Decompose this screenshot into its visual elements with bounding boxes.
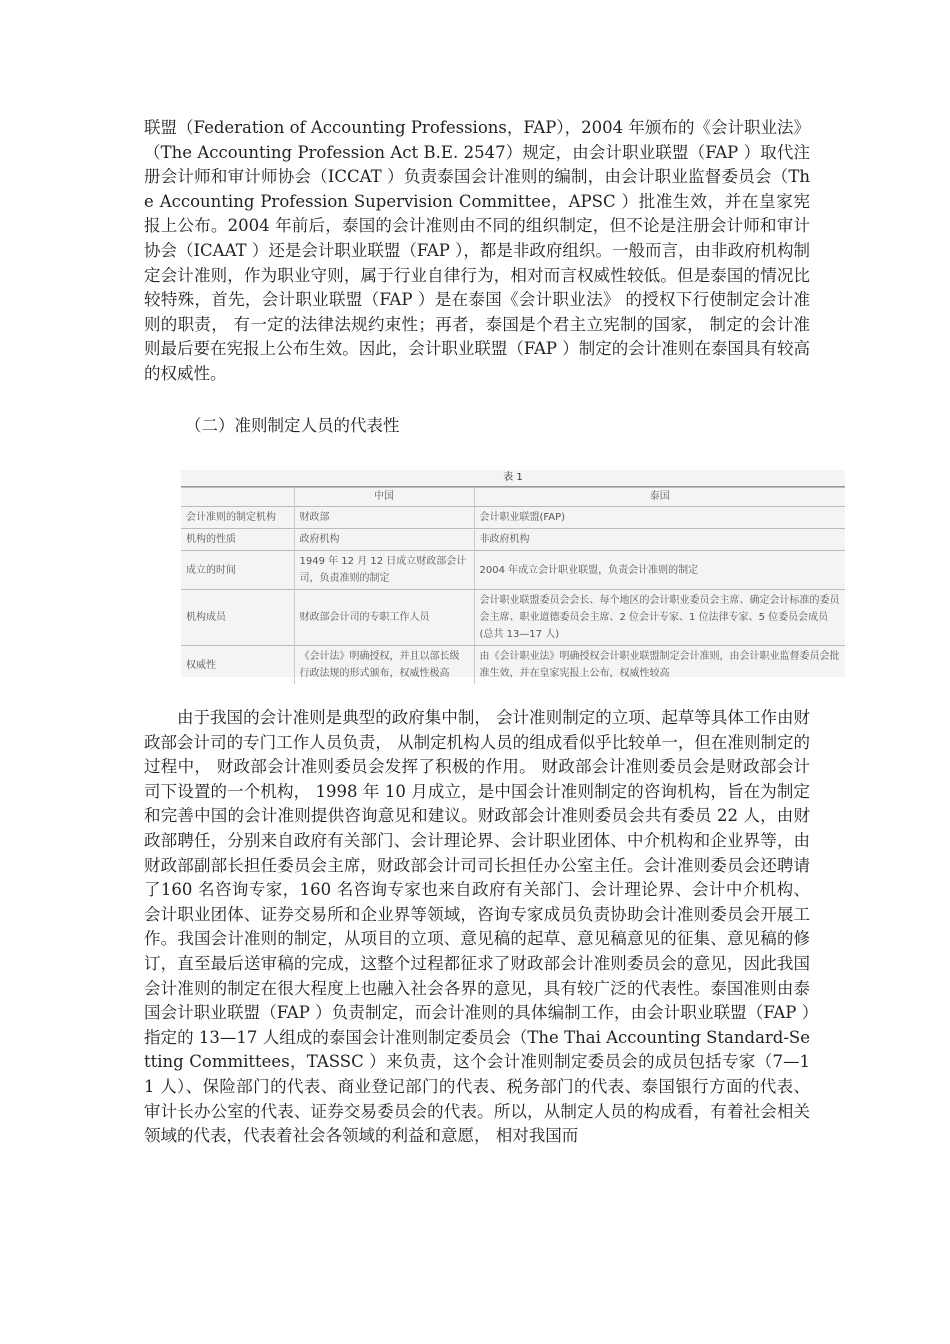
table-row	[181, 529, 845, 551]
thailand-cell: 会计职业联盟(FAP)	[474, 507, 845, 529]
thailand-cell: 由《会计职业法》明确授权会计职业联盟制定会计准则，由会计职业监督委员会批准生效，并在皇家宪报上公布，权威性较高	[474, 646, 845, 685]
row-label: 机构的性质	[181, 529, 294, 551]
thailand-cell: 2004 年成立会计职业联盟，负责会计准则的制定	[474, 551, 845, 590]
header-cell-thailand: 泰国	[474, 488, 845, 507]
china-cell: 政府机构	[294, 529, 474, 551]
row-label: 会计准则的制定机构	[181, 507, 294, 529]
thailand-cell: 会计职业联盟委员会会长、每个地区的会计职业委员会主席、确定会计标准的委员会主席、职业道德委员会主席、2 位会计专家、1 位法律专家、5 位委员会成员(总共 13—17 人)	[474, 590, 845, 646]
china-cell: 财政部会计司的专职工作人员	[294, 590, 474, 646]
table-row	[181, 507, 845, 529]
china-cell: 财政部	[294, 507, 474, 529]
paragraph-2: 由于我国的会计准则是典型的政府集中制， 会计准则制定的立项、起草等具体工作由财政部会计司的专门工作人员负责， 从制定机构人员的组成看似乎比较单一，但在准则制定的过程中， 财政部会计准则委员会发挥了积极的作用。 财政部会计准则委员会是财政部会计司下设置的一个机构， 1998 年 10 月成立，是中国会计准则制定的咨询机构，旨在为制定和完善中国的会计准则提供咨询意见和建议。财政部会计准则委员会共有委员 22 人，由财政部聘任，分别来自政府有关部门、会计理论界、会计职业团体、中介机构和企业界等，由财政部副部长担任委员会主席，财政部会计司司长担任办公室主任。会计准则委员会还聘请了160 名咨询专家，160 名咨询专家也来自政府有关部门、会计理论界、会计中介机构、会计职业团体、证券交易所和企业界等领域，咨询专家成员负责协助会计准则委员会开展工作。我国会计准则的制定，从项目的立项、意见稿的起草、意见稿意见的征集、意见稿的修订，直至最后送审稿的完成，这整个过程都征求了财政部会计准则委员会的意见，因此我国会计准则的制定在很大程度上也融入社会各界的意见，具有较广泛的代表性。泰国准则由泰国会计职业联盟（FAP ）负责制定，而会计准则的具体编制工作，由会计职业联盟（FAP ）指定的 13—17 人组成的泰国会计准则制定委员会（The Thai Accounting Standard-Setting Committees，TASSC ）来负责，这个会计准则制定委员会的成员包括专家（7—11 人）、保险部门的代表、商业登记部门的代表、税务部门的代表、泰国银行方面的代表、审计长办公室的代表、证券交易委员会的代表。所以，从制定人员的构成看，有着社会相关领域的代表，代表着社会各领域的利益和意愿， 相对我国而	[144, 708, 810, 1146]
china-cell: 1949 年 12 月 12 日成立财政部会计司，负责准则的制定	[294, 551, 474, 590]
table-caption: 表 1	[181, 470, 845, 487]
row-label: 成立的时间	[181, 551, 294, 590]
row-label: 权威性	[181, 646, 294, 685]
table-row	[181, 646, 845, 685]
header-cell	[181, 488, 294, 507]
thailand-cell: 非政府机构	[474, 529, 845, 551]
paragraph-1: 联盟（Federation of Accounting Professions，FAP），2004 年颁布的《会计职业法》（The Accounting Profession Act B.E. 2547）规定，由会计职业联盟（FAP ）取代注册会计师和审计师协会（ICCAT ）负责泰国会计准则的编制，由会计职业监督委员会（The Accounting Profession Supervision Committee，APSC ）批准生效，并在皇家宪报上公布。2004 年前后，泰国的会计准则由不同的组织制定，但不论是注册会计师和审计协会（ICAAT ）还是会计职业联盟（FAP ），都是非政府组织。一般而言，由非政府机构制定会计准则，作为职业守则，属于行业自律行为，相对而言权威性较低。但是泰国的情况比较特殊，首先，会计职业联盟（FAP ）是在泰国《会计职业法》 的授权下行使制定会计准则的职责， 有一定的法律法规约束性；再者，泰国是个君主立宪制的国家， 制定的会计准则最后要在宪报上公布生效。因此，会计职业联盟（FAP ）制定的会计准则在泰国具有较高的权威性。	[144, 118, 810, 383]
comparison-table-image	[181, 470, 845, 677]
table-row	[181, 590, 845, 646]
china-cell: 《会计法》明确授权，并且以部长级行政法规的形式颁布，权威性极高	[294, 646, 474, 685]
header-cell-china: 中国	[294, 488, 474, 507]
table-header-row	[181, 488, 845, 507]
row-label: 机构成员	[181, 590, 294, 646]
comparison-table	[181, 487, 845, 684]
section-heading: （二）准则制定人员的代表性	[185, 416, 400, 435]
table-row	[181, 551, 845, 590]
